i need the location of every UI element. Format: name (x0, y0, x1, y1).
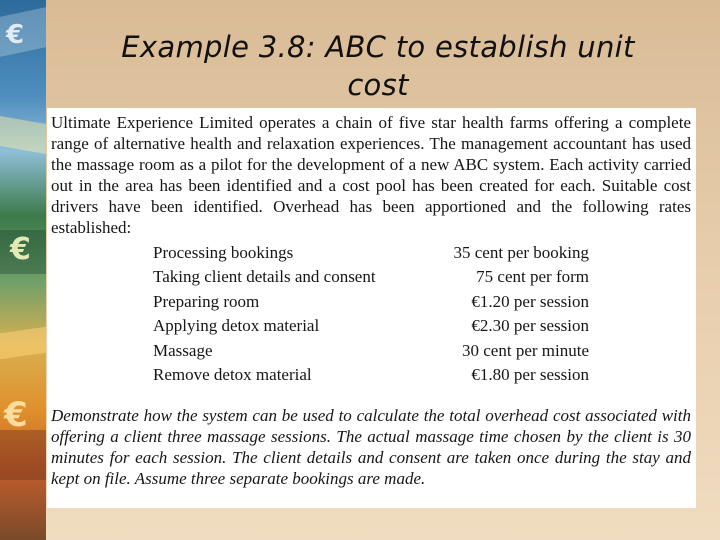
rate-row (153, 339, 589, 363)
title-line-1: Example 3.8: ABC to establish unit (121, 30, 635, 64)
rate-value: €2.30 per session (471, 316, 589, 336)
rate-activity: Processing bookings (153, 243, 294, 262)
rate-activity: Taking client details and consent (153, 267, 376, 287)
rate-value: €1.80 per session (471, 365, 589, 385)
rate-activity: Massage (153, 340, 213, 360)
title-line-2: cost (347, 68, 409, 102)
intro-paragraph: Ultimate Experience Limited operates a chain of five star health farms offering a complete range of alternative health and relaxation experiences. The management accountant has used the massage room as a pilot for the development of a new ABC system. Each activity carried out in the area has been identified and a cost pool has been created for each. Suitable cost drivers have been identified. Overhead has been apportioned and the following rates established: (51, 113, 691, 237)
rate-value: 75 cent per form (476, 267, 589, 287)
document-panel (47, 108, 696, 508)
rates-table (153, 241, 589, 387)
rate-row (153, 290, 589, 314)
rate-row (153, 241, 589, 265)
rate-activity: Remove detox material (153, 365, 312, 385)
rate-activity: Applying detox material (153, 316, 320, 336)
task-paragraph: Demonstrate how the system can be used to calculate the total overhead cost associated with offering a client three massage sessions. The actual massage time chosen by the client is 30 minutes for each session. The client details and consent are taken once during the stay and kept on file. Assume three separate bookings are made. (51, 406, 691, 488)
rate-row (153, 265, 589, 289)
rate-row (153, 363, 589, 387)
rate-activity: Preparing room (153, 291, 260, 311)
rate-value: 30 cent per minute (462, 340, 589, 360)
slide-title (46, 28, 710, 104)
euro-banknotes-icon: € € € (0, 0, 46, 540)
rate-value: 35 cent per booking (453, 243, 589, 262)
rate-row (153, 314, 589, 338)
rate-value: €1.20 per session (471, 291, 589, 311)
